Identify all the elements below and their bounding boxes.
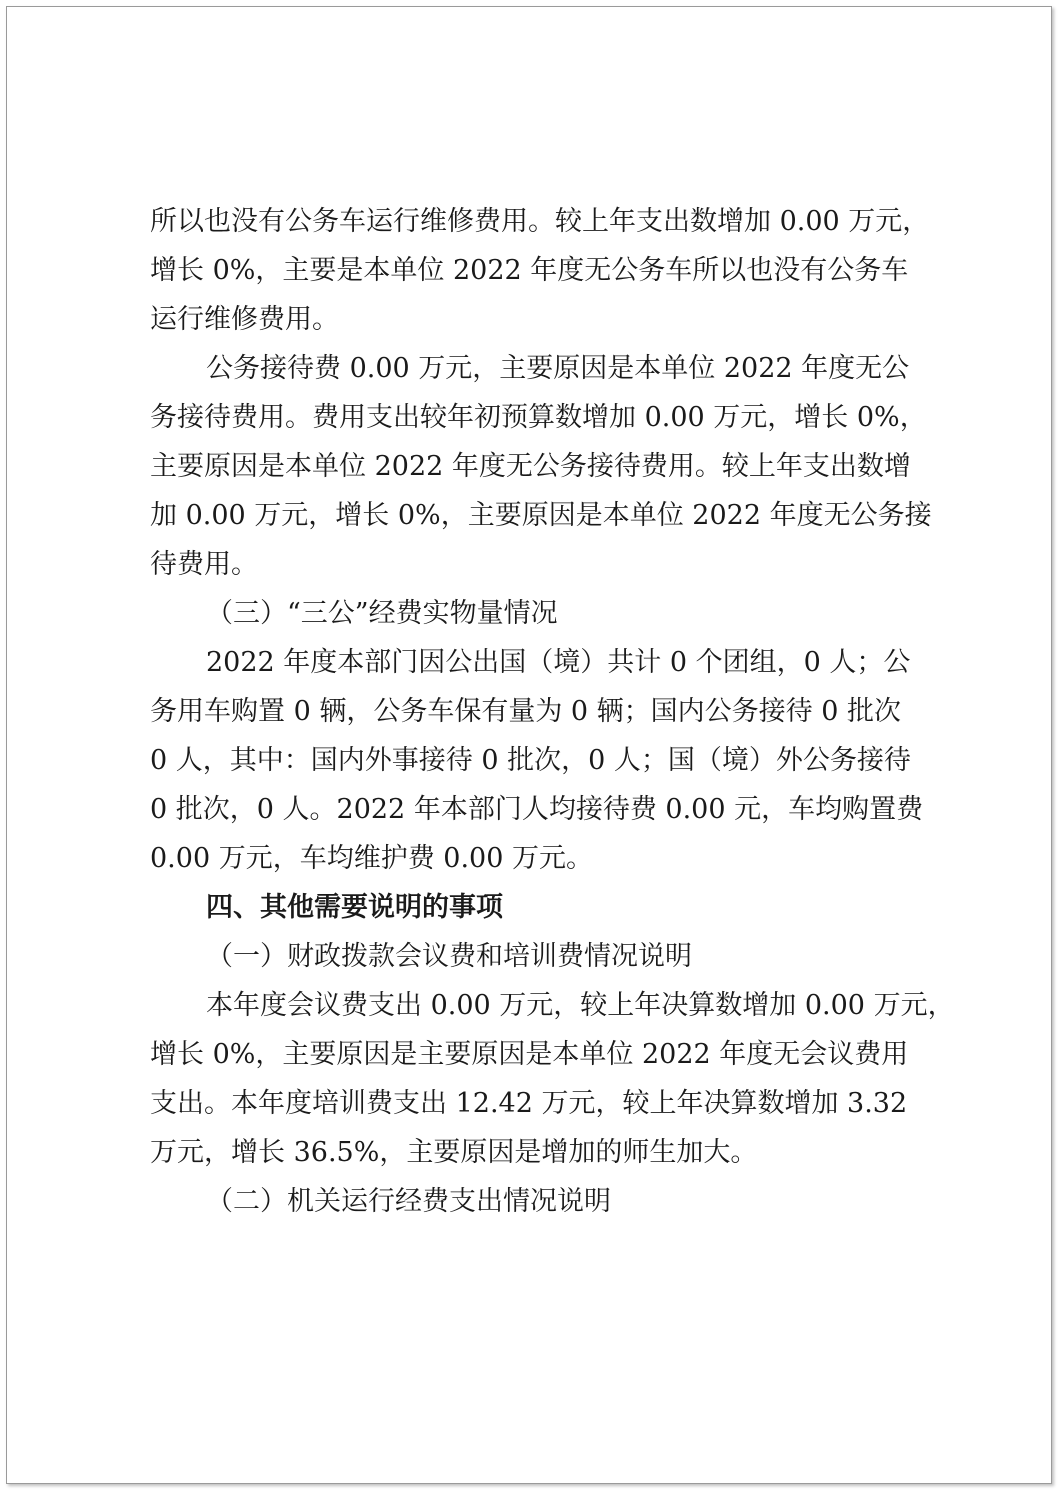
paragraph-line: 0 批次，0 人。2022 年本部门人均接待费 0.00 元，车均购置费: [150, 794, 924, 825]
paragraph-line: 公务接待费 0.00 万元，主要原因是本单位 2022 年度无公: [206, 353, 910, 384]
paragraph-line: 待费用。: [150, 549, 258, 580]
document-page: [6, 6, 1052, 1484]
paragraph-line: 支出。本年度培训费支出 12.42 万元，较上年决算数增加 3.32: [150, 1088, 908, 1119]
paragraph-line: 2022 年度本部门因公出国（境）共计 0 个团组，0 人；公: [206, 647, 911, 678]
section-heading-three: （三）“三公”经费实物量情况: [206, 598, 558, 629]
paragraph-line: 万元，增长 36.5%，主要原因是增加的师生加大。: [150, 1137, 758, 1168]
subsection-heading-two: （二）机关运行经费支出情况说明: [206, 1186, 611, 1217]
paragraph-line: 加 0.00 万元，增长 0%，主要原因是本单位 2022 年度无公务接: [150, 500, 932, 531]
paragraph-line: 务接待费用。费用支出较年初预算数增加 0.00 万元，增长 0%，: [150, 402, 927, 433]
document-body: [150, 197, 955, 1226]
section-heading-four: 四、其他需要说明的事项: [206, 892, 503, 923]
paragraph-line: 所以也没有公务车运行维修费用。较上年支出数增加 0.00 万元，: [150, 206, 930, 237]
paragraph-line: 增长 0%，主要是本单位 2022 年度无公务车所以也没有公务车: [150, 255, 909, 286]
paragraph-line: 0.00 万元，车均维护费 0.00 万元。: [150, 843, 593, 874]
paragraph-line: 0 人，其中：国内外事接待 0 批次，0 人；国（境）外公务接待: [150, 745, 911, 776]
subsection-heading-one: （一）财政拨款会议费和培训费情况说明: [206, 941, 692, 972]
paragraph-line: 务用车购置 0 辆，公务车保有量为 0 辆；国内公务接待 0 批次: [150, 696, 902, 727]
paragraph-line: 增长 0%，主要原因是主要原因是本单位 2022 年度无会议费用: [150, 1039, 909, 1070]
paragraph-line: 本年度会议费支出 0.00 万元，较上年决算数增加 0.00 万元，: [206, 990, 955, 1021]
paragraph-line: 主要原因是本单位 2022 年度无公务接待费用。较上年支出数增: [150, 451, 911, 482]
paragraph-line: 运行维修费用。: [150, 304, 339, 335]
